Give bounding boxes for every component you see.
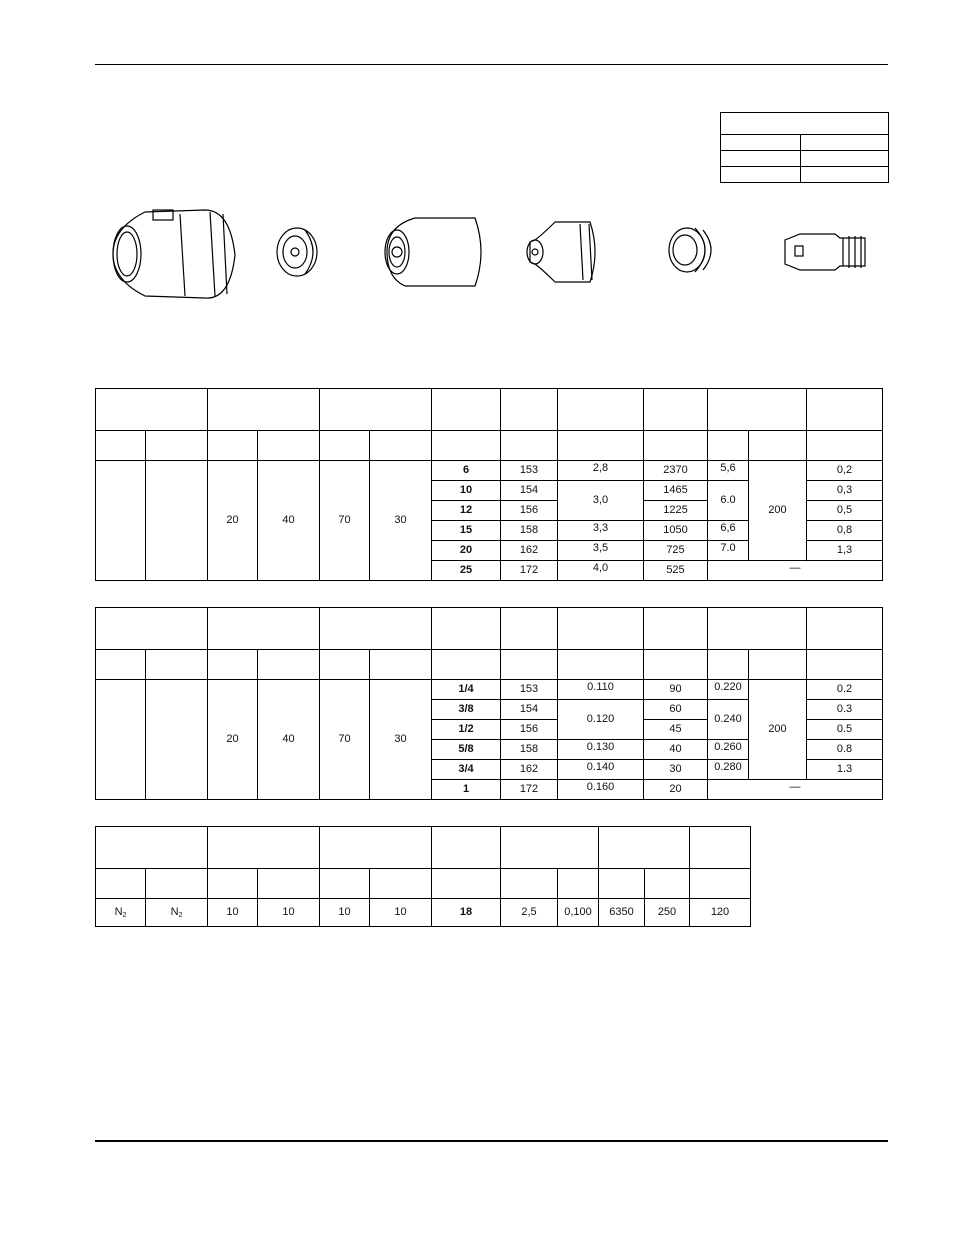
legend-box <box>720 112 889 183</box>
nozzle-icon <box>527 222 595 282</box>
consumable-parts <box>105 200 895 310</box>
marking-table <box>95 826 751 927</box>
table-row: 1 172 0.160 20 — <box>96 780 883 800</box>
shield-icon <box>113 210 235 298</box>
table-row: 25 172 4,0 525 — <box>96 561 883 581</box>
table-row: 12 156 1225 0,5 <box>96 501 883 521</box>
swirl-ring-icon <box>669 228 711 272</box>
footer-rule <box>95 1140 888 1142</box>
table-row: 5/8 158 0.130 40 0.260 0.8 <box>96 740 883 760</box>
table-row: 3/4 162 0.140 30 0.280 1.3 <box>96 760 883 780</box>
metric-cut-table <box>95 388 883 581</box>
header-rule <box>95 64 888 65</box>
table-row: 3/8 154 0.120 60 0.240 0.3 <box>96 700 883 720</box>
electrode-icon <box>785 234 865 270</box>
retaining-cap-icon <box>385 218 481 286</box>
english-cut-table <box>95 607 883 800</box>
table-row: 20 40 70 30 1/4 153 0.110 90 0.220 200 0.2 <box>96 680 883 700</box>
table-row: 1/2 156 45 0.5 <box>96 720 883 740</box>
shield-gas: $N_2$ <box>146 899 208 927</box>
table-row: $N_2$ $N_2$ 10 10 10 10 18 2,5 0,100 6350 250 120 <box>96 899 751 927</box>
plasma-gas: $N_2$ <box>96 899 146 927</box>
table-row: 20 162 3,5 725 7.0 1,3 <box>96 541 883 561</box>
table-row: 20 40 70 30 6 153 2,8 2370 5,6 200 0,2 <box>96 461 883 481</box>
shield-cap-icon <box>277 228 317 276</box>
table-row: 15 158 3,3 1050 6,6 0,8 <box>96 521 883 541</box>
table-row: 10 154 3,0 1465 6.0 0,3 <box>96 481 883 501</box>
